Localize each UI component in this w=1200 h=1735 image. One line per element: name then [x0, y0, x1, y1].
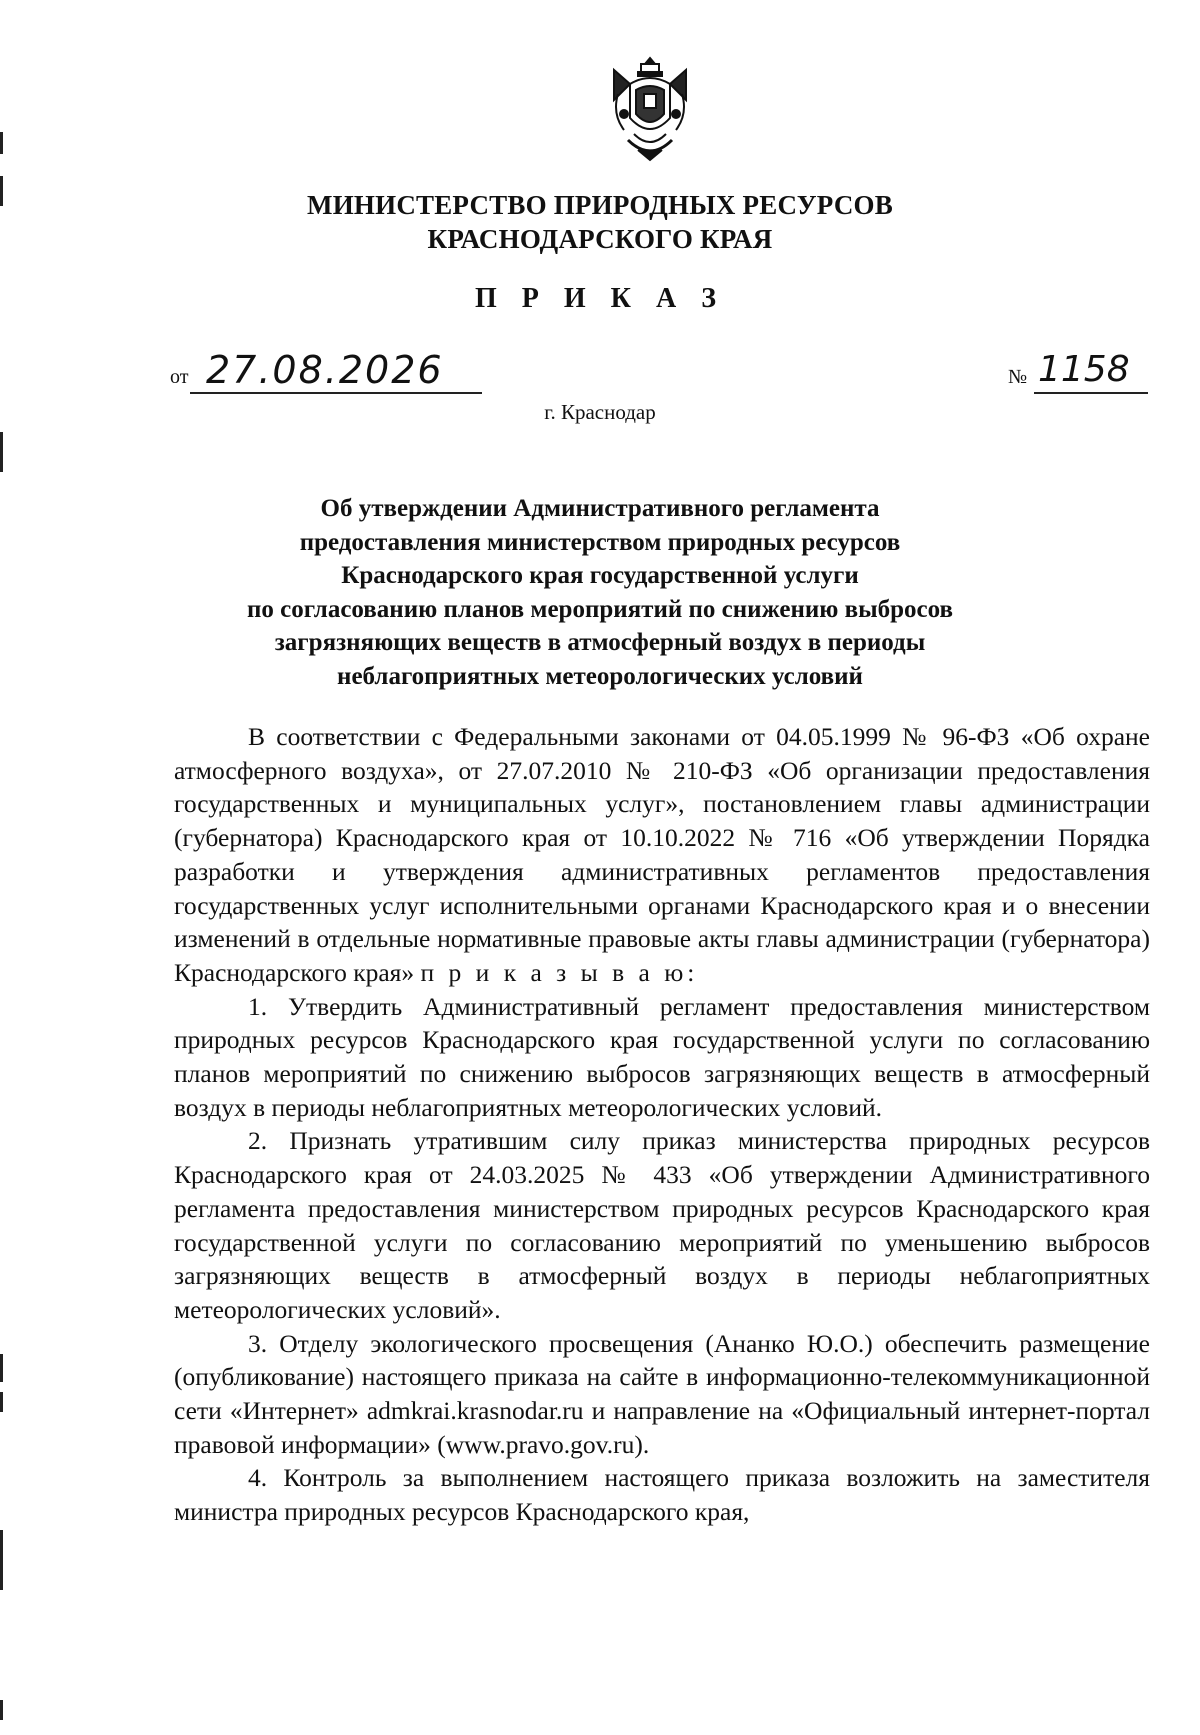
order-item-4: 4. Контроль за выполнением настоящего приказа возложить на заместителя министра природных ресурсов Краснодарского края, [174, 1463, 1150, 1527]
ministry-line-2: КРАСНОДАРСКОГО КРАЯ [427, 224, 773, 254]
ministry-line-1: МИНИСТЕРСТВО ПРИРОДНЫХ РЕСУРСОВ [307, 190, 893, 220]
order-body [174, 720, 1150, 1529]
preamble-paragraph [174, 720, 1150, 990]
scan-edge-mark [0, 432, 3, 472]
order-number-handwritten: 1158 [1034, 348, 1148, 394]
order-directive-word: п р и к а з ы в а ю: [420, 957, 699, 987]
coat-of-arms-emblem [608, 54, 692, 164]
scan-edge-mark [0, 1530, 3, 1590]
preamble-text: В соответствии с Федеральными законами от 04.05.1999 № 96-ФЗ «Об охране атмосферного воздуха», от 27.07.2010 № 210-ФЗ «Об организации предоставления государственных и муниципальных услуг», постановлением главы администрации (губернатора) Краснодарского края от 10.10.2022 № 716 «Об утверждении Порядка разработки и утверждения административных регламентов предоставления государственных услуг исполнительными органами Краснодарского края и о внесении изменений в отдельные нормативные правовые акты главы администрации (губернатора) Краснодарского края» [174, 722, 1150, 987]
scan-edge-mark [0, 1392, 3, 1412]
city-line: г. Краснодар [544, 400, 656, 424]
scan-edge-mark [0, 1354, 3, 1382]
order-item-2: 2. Признать утратившим силу приказ министерства природных ресурсов Краснодарского края от 24.03.2025 № 433 «Об утверждении Административного регламента предоставления министерством природных ресурсов Краснодарского края государственной услуги по согласованию мероприятий по уменьшению выбросов загрязняющих веществ в атмосферный воздух в периоды неблагоприятных метеорологических условий». [174, 1126, 1150, 1324]
number-label: № [1008, 366, 1028, 388]
ministry-name [0, 188, 1200, 256]
subject-line: предоставления министерством природных ресурсов [299, 528, 901, 556]
scan-edge-mark [0, 132, 3, 154]
order-item-1: 1. Утвердить Административный регламент предоставления министерством природных ресурсов Краснодарского края государственной услуги по согласованию планов мероприятий по снижению выбросов загрязняющих веществ в атмосферный воздух в периоды неблагоприятных метеорологических условий. [174, 991, 1150, 1122]
date-label: от [170, 366, 189, 388]
scan-edge-mark [0, 1700, 3, 1720]
subject-line: неблагоприятных метеорологических условий [337, 662, 863, 690]
order-date-handwritten: 27.08.2026 [190, 348, 482, 394]
subject-line: загрязняющих веществ в атмосферный воздух в периоды [274, 629, 926, 657]
order-subject-heading [0, 492, 1200, 694]
subject-line: Краснодарского края государственной услуги [341, 562, 859, 590]
document-type-title: П Р И К А З [475, 283, 725, 314]
subject-line: по согласованию планов мероприятий по снижению выбросов [246, 595, 954, 623]
subject-line: Об утверждении Административного регламента [320, 495, 880, 522]
order-item-3: 3. Отделу экологического просвещения (Ананко Ю.О.) обеспечить размещение (опубликование) настоящего приказа на сайте в информационно-телекоммуникационной сети «Интернет» admkrai.krasnodar.ru и направление на «Официальный интернет-портал правовой информации» (www.pravo.gov.ru). [174, 1328, 1150, 1459]
